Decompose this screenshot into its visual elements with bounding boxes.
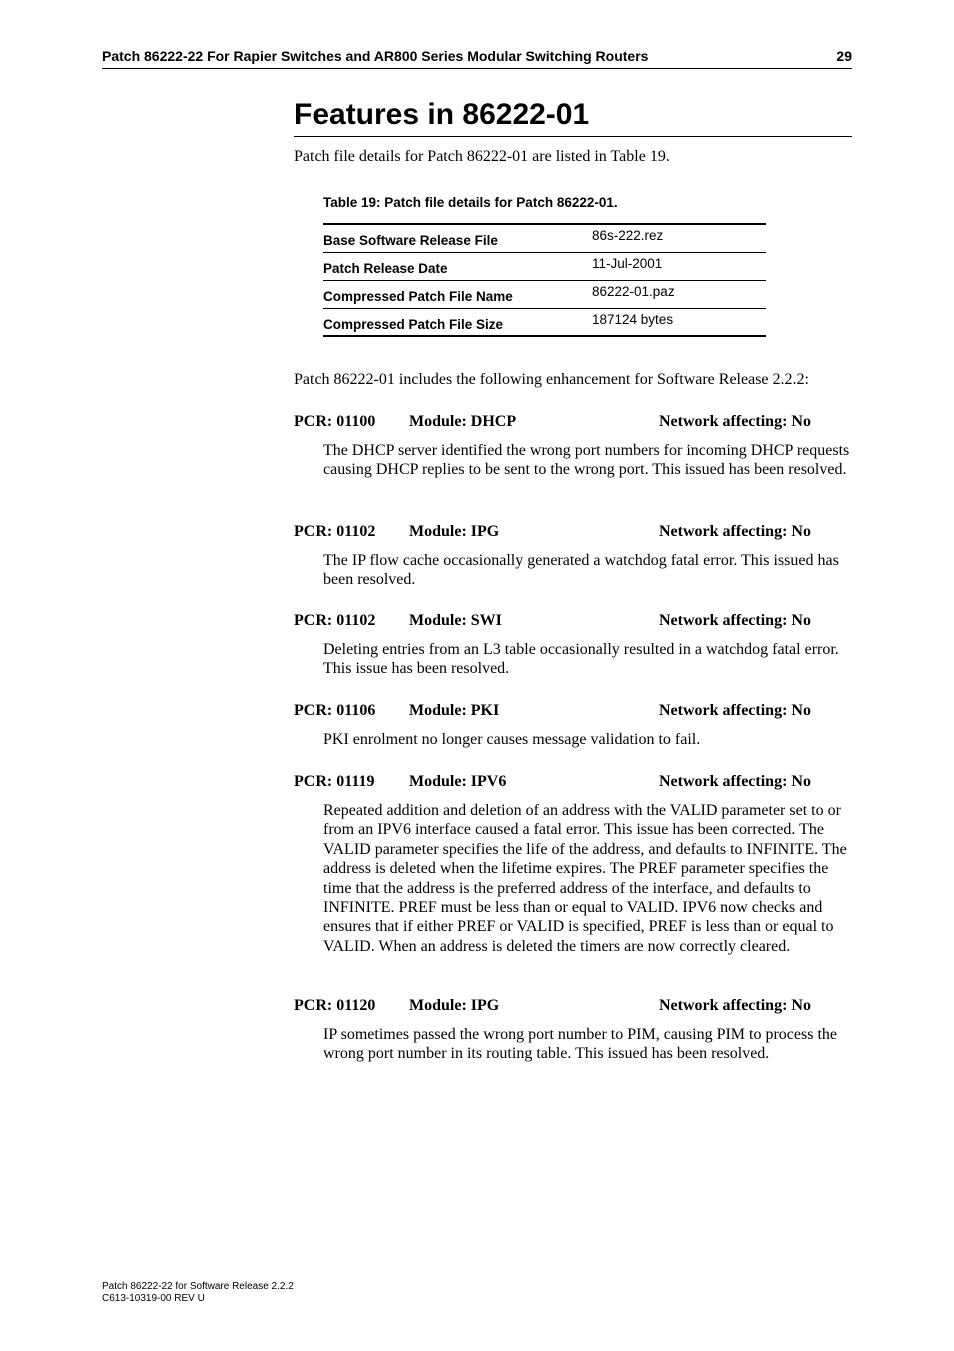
enhancement-intro: Patch 86222-01 includes the following enhancement for Software Release 2.2.2:	[294, 371, 809, 388]
row-label: Compressed Patch File Name	[323, 280, 592, 308]
pcr-network-affecting: Network affecting: No	[659, 773, 811, 790]
header-title: Patch 86222-22 For Rapier Switches and AR800 Series Modular Switching Routers	[102, 48, 649, 64]
pcr-number: PCR: 01102	[294, 523, 376, 540]
intro-paragraph: Patch file details for Patch 86222-01 are listed in Table 19.	[294, 148, 670, 165]
pcr-module: Module: DHCP	[409, 413, 517, 430]
row-value: 11-Jul-2001	[592, 252, 766, 280]
page-footer	[102, 1281, 294, 1305]
pcr-description: PKI enrolment no longer causes message validation to fail.	[323, 731, 701, 748]
pcr-network-affecting: Network affecting: No	[659, 997, 811, 1014]
pcr-module: Module: SWI	[409, 612, 502, 629]
header-rule	[102, 68, 852, 69]
pcr-module: Module: PKI	[409, 702, 500, 719]
pcr-description: IP sometimes passed the wrong port number to PIM, causing PIM to process the wrong port number in its routing table. This issued has been resolved.	[323, 1026, 838, 1063]
pcr-description: The DHCP server identified the wrong port numbers for incoming DHCP requests causing DHCP replies to be sent to the wrong port. This issued has been resolved.	[323, 442, 850, 479]
pcr-number: PCR: 01100	[294, 413, 376, 430]
pcr-entry	[294, 997, 852, 1064]
pcr-network-affecting: Network affecting: No	[659, 413, 811, 430]
table-caption: Table 19: Patch file details for Patch 86222-01.	[323, 195, 618, 210]
pcr-network-affecting: Network affecting: No	[659, 702, 811, 719]
footer-doc-code: C613-10319-00 REV U	[102, 1293, 205, 1304]
pcr-module: Module: IPG	[409, 523, 500, 540]
section-heading: Features in 86222-01	[294, 98, 590, 131]
pcr-number: PCR: 01102	[294, 612, 376, 629]
table-row	[323, 224, 766, 252]
pcr-number: PCR: 01120	[294, 997, 376, 1014]
row-value: 86222-01.paz	[592, 280, 766, 308]
footer-release: Patch 86222-22 for Software Release 2.2.2	[102, 1281, 294, 1292]
pcr-description: Repeated addition and deletion of an address with the VALID parameter set to or from an IPV6 interface caused a fatal error. This issue has been corrected. The VALID parameter specifies the life of the address, and defaults to INFINITE. The address is deleted when the lifetime expires. The PREF parameter specifies the time that the address is the preferred address of the interface, and defaults to INFINITE. PREF must be less than or equal to VALID. IPV6 now checks and ensures that if either PREF or VALID is specified, PREF is less than or equal to VALID. When an address is deleted the timers are now correctly cleared.	[323, 802, 847, 955]
pcr-description: Deleting entries from an L3 table occasionally resulted in a watchdog fatal error. This issue has been resolved.	[323, 641, 839, 678]
table-row	[323, 280, 766, 308]
pcr-network-affecting: Network affecting: No	[659, 612, 811, 629]
page-number: 29	[836, 48, 852, 64]
pcr-description: The IP flow cache occasionally generated a watchdog fatal error. This issued has been resolved.	[323, 552, 839, 589]
pcr-number: PCR: 01119	[294, 773, 375, 790]
table-row	[323, 308, 766, 336]
heading-rule	[294, 136, 852, 137]
pcr-number: PCR: 01106	[294, 702, 376, 719]
pcr-entry	[294, 523, 852, 590]
pcr-entry	[294, 702, 852, 749]
pcr-module: Module: IPG	[409, 997, 500, 1014]
row-value: 187124 bytes	[592, 308, 766, 336]
patch-details-table	[323, 223, 766, 337]
table-row	[323, 252, 766, 280]
row-label: Patch Release Date	[323, 252, 592, 280]
row-label: Base Software Release File	[323, 224, 592, 252]
pcr-entry	[294, 773, 852, 956]
pcr-module: Module: IPV6	[409, 773, 507, 790]
pcr-network-affecting: Network affecting: No	[659, 523, 811, 540]
row-label: Compressed Patch File Size	[323, 308, 592, 336]
main-content	[294, 95, 852, 1063]
pcr-entry	[294, 413, 852, 480]
row-value: 86s-222.rez	[592, 224, 766, 252]
pcr-entry	[294, 612, 852, 679]
